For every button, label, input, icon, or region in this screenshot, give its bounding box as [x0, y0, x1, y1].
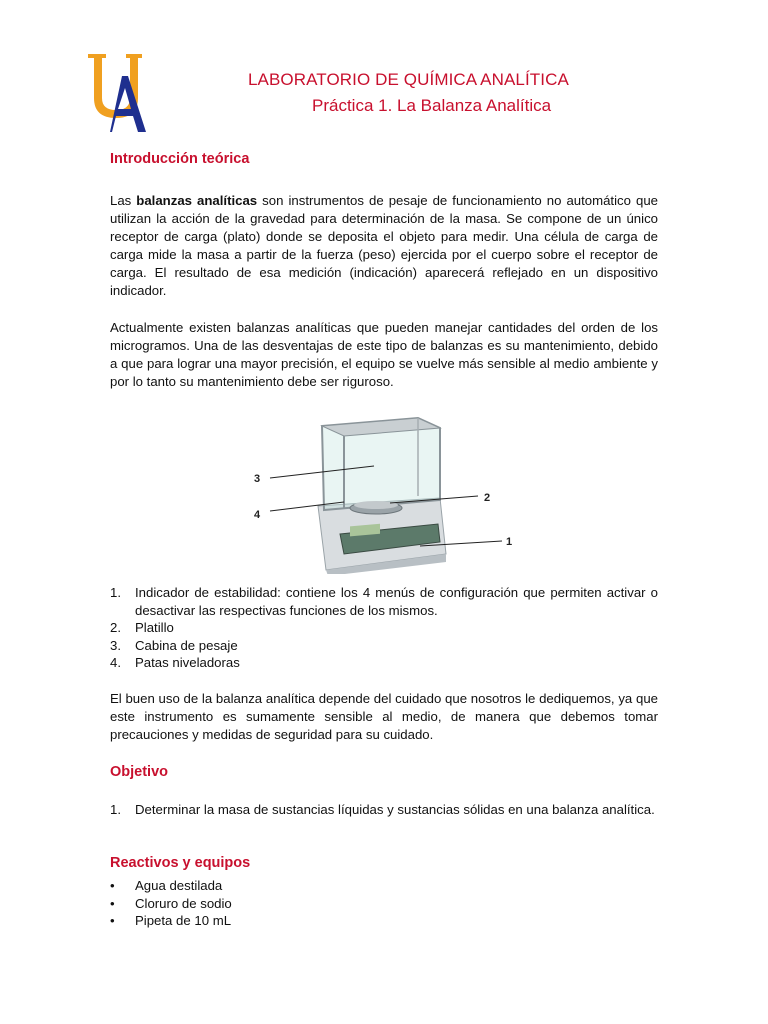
university-logo: [80, 46, 160, 136]
figure-label-4: 4: [254, 509, 261, 521]
list-item: • Cloruro de sodio: [110, 895, 232, 911]
document-subtitle: Práctica 1. La Balanza Analítica: [312, 96, 552, 115]
list-item: 4. Patas niveladoras: [110, 655, 240, 670]
document-title: LABORATORIO DE QUÍMICA ANALÍTICA: [248, 70, 569, 89]
objective-heading: Objetivo: [110, 764, 169, 780]
list-item: 3. Cabina de pesaje: [110, 637, 238, 653]
intro-paragraph-1: Las balanzas analíticas son instrumentos de pesaje de funcionamiento no automático que utilizan la acción de la gravedad para determinación de la masa. Se compone de un único receptor de carga (plato) donde se deposita el objeto para medir. Una célula de carga de carga mide la masa a partir de la fuerza (peso) ejercida por el cuerpo sobre el receptor de carga. El resultado de esa medición (indicación) aparecerá reflejado en un dispositivo indicador.: [110, 193, 658, 298]
parts-list: [110, 584, 658, 672]
reagents-heading: Reactivos y equipos: [110, 855, 251, 871]
list-item: 2. Platillo: [110, 620, 174, 635]
reagents-list: [110, 877, 658, 930]
intro-paragraph-2: Actualmente existen balanzas analíticas que pueden manejar cantidades del orden de los microgramos. Una de las desventajas de este tipo de balanzas es su mantenimiento, debido a que para lograr una mayor precisión, el equipo se vuelve más sensible al medio ambiente y por lo tanto su mantenimiento debe ser riguroso.: [110, 320, 658, 389]
objective-list: [110, 801, 658, 819]
list-item: • Pipeta de 10 mL: [110, 913, 232, 928]
usage-paragraph: El buen uso de la balanza analítica depende del cuidado que nosotros le dediquemos, ya que este instrumento es sumamente sensible al medio, de manera que debemos tomar precauciones y medidas de seguridad para su cuidado.: [110, 691, 658, 742]
list-item: 1. Indicador de estabilidad: contiene los 4 menús de configuración que permiten activar o desactivar las respectivas funciones de los mismos.: [110, 585, 658, 618]
intro-heading: Introducción teórica: [110, 151, 250, 167]
figure-label-1: 1: [506, 536, 513, 548]
list-item: • Agua destilada: [110, 878, 223, 893]
analytical-balance-figure: [240, 404, 530, 574]
figure-label-3: 3: [254, 473, 261, 485]
figure-label-2: 2: [484, 492, 491, 504]
list-item: 1. Determinar la masa de sustancias líquidas y sustancias sólidas en una balanza analítica.: [110, 802, 655, 817]
